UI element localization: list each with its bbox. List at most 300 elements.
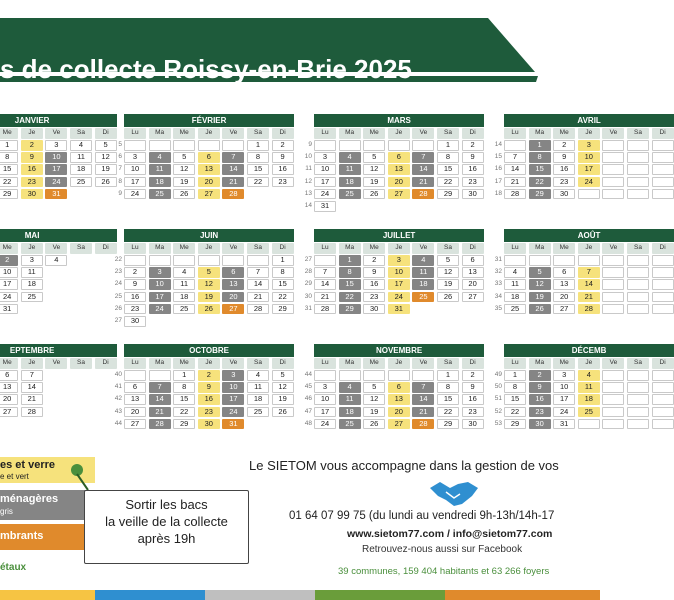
weekday-label: Ve <box>45 243 67 254</box>
week-number: 16 <box>494 165 502 173</box>
day-cell <box>602 419 624 430</box>
day-cell <box>602 267 624 278</box>
day-cell: 25 <box>149 189 171 200</box>
day-cell: 31 <box>553 419 575 430</box>
day-cell: 16 <box>272 164 294 175</box>
day-cell: 22 <box>173 407 195 418</box>
day-cell: 10 <box>149 279 171 290</box>
day-cell: 27 <box>553 304 575 315</box>
weekday-label: Sa <box>70 358 92 369</box>
day-cell: 4 <box>339 152 361 163</box>
day-cell: 1 <box>437 370 459 381</box>
weekday-label: Lu <box>504 358 526 369</box>
day-cell: 1 <box>529 140 551 151</box>
week-number: 7 <box>118 165 122 173</box>
day-cell <box>652 267 674 278</box>
day-cell: 30 <box>363 304 385 315</box>
weekday-label: Ma <box>149 128 171 139</box>
weekday-label: Me <box>363 243 385 254</box>
day-cell: 10 <box>124 164 146 175</box>
day-cell: 25 <box>247 407 269 418</box>
day-cell: 8 <box>173 382 195 393</box>
phone-number: 01 64 07 99 75 (du lundi au vendredi 9h-13h/14h-17 <box>289 510 555 522</box>
day-cell <box>388 140 410 151</box>
day-cell: 22 <box>247 177 269 188</box>
week-number: 53 <box>494 419 502 427</box>
day-cell: 27 <box>124 419 146 430</box>
day-cell: 27 <box>198 189 220 200</box>
day-cell: 11 <box>173 279 195 290</box>
day-cell <box>652 255 674 266</box>
month-name: MARS <box>314 114 484 127</box>
day-cell: 30 <box>198 419 220 430</box>
day-cell: 20 <box>388 177 410 188</box>
day-cell: 27 <box>222 304 244 315</box>
week-number: 8 <box>118 177 122 185</box>
day-cell: 7 <box>247 267 269 278</box>
month-name: EPTEMBRE <box>0 344 117 357</box>
week-number: 52 <box>494 407 502 415</box>
week-number: 18 <box>494 189 502 197</box>
weekday-label: Lu <box>504 243 526 254</box>
bins-notice-line1: Sortir les bacs <box>125 497 208 512</box>
day-cell: 19 <box>437 279 459 290</box>
day-cell: 3 <box>314 382 336 393</box>
day-cell <box>578 255 600 266</box>
week-number: 32 <box>494 268 502 276</box>
day-cell: 20 <box>124 407 146 418</box>
day-cell: 8 <box>247 152 269 163</box>
day-cell: 28 <box>314 304 336 315</box>
day-cell: 11 <box>339 394 361 405</box>
day-cell: 19 <box>529 292 551 303</box>
day-cell: 3 <box>149 267 171 278</box>
weekday-label: Di <box>652 243 674 254</box>
day-cell: 11 <box>149 164 171 175</box>
day-cell <box>627 164 649 175</box>
weekday-label: Di <box>652 358 674 369</box>
day-cell: 18 <box>339 407 361 418</box>
day-cell: 14 <box>149 394 171 405</box>
day-cell: 19 <box>95 164 117 175</box>
day-cell: 24 <box>388 292 410 303</box>
day-cell: 4 <box>412 255 434 266</box>
day-cell <box>627 394 649 405</box>
week-number: 43 <box>114 407 122 415</box>
month-name: MAI <box>0 229 117 242</box>
day-cell: 8 <box>339 267 361 278</box>
day-cell: 2 <box>553 140 575 151</box>
day-cell: 15 <box>0 164 18 175</box>
day-cell: 1 <box>437 140 459 151</box>
day-cell: 21 <box>578 292 600 303</box>
week-number: 31 <box>304 304 312 312</box>
day-cell: 14 <box>504 164 526 175</box>
day-cell <box>652 394 674 405</box>
day-cell: 18 <box>70 164 92 175</box>
day-cell <box>173 140 195 151</box>
day-cell <box>339 370 361 381</box>
day-cell: 4 <box>504 267 526 278</box>
day-cell: 3 <box>124 152 146 163</box>
day-cell <box>652 419 674 430</box>
week-number: 44 <box>304 371 312 378</box>
month-name: JUILLET <box>314 229 484 242</box>
day-cell: 18 <box>21 279 43 290</box>
day-cell: 23 <box>198 407 220 418</box>
day-cell: 21 <box>222 177 244 188</box>
day-cell: 11 <box>70 152 92 163</box>
day-cell: 21 <box>314 292 336 303</box>
day-cell: 29 <box>504 419 526 430</box>
day-cell <box>149 140 171 151</box>
day-cell: 3 <box>222 370 244 381</box>
day-cell: 29 <box>0 189 18 200</box>
day-cell: 15 <box>272 279 294 290</box>
day-cell: 26 <box>95 177 117 188</box>
day-cell: 26 <box>198 304 220 315</box>
month-name: JANVIER <box>0 114 117 127</box>
day-cell: 27 <box>462 292 484 303</box>
day-cell <box>602 164 624 175</box>
week-number: 27 <box>304 256 312 263</box>
day-cell: 26 <box>363 189 385 200</box>
weekday-label: Je <box>388 358 410 369</box>
week-number: 50 <box>494 383 502 391</box>
weekday-label: Ve <box>45 128 67 139</box>
day-cell: 8 <box>529 152 551 163</box>
day-cell <box>578 419 600 430</box>
day-cell: 15 <box>173 394 195 405</box>
day-cell: 10 <box>222 382 244 393</box>
day-cell: 6 <box>0 370 18 381</box>
day-cell: 25 <box>339 189 361 200</box>
weekday-label: Me <box>173 243 195 254</box>
month-name: DÉCEMB <box>504 344 674 357</box>
day-cell <box>652 279 674 290</box>
weekday-label: Ve <box>45 358 67 369</box>
day-cell: 9 <box>21 152 43 163</box>
weekday-label: Je <box>21 358 43 369</box>
day-cell <box>652 140 674 151</box>
day-cell: 15 <box>339 279 361 290</box>
day-cell: 13 <box>0 382 18 393</box>
day-cell: 17 <box>314 407 336 418</box>
day-cell: 29 <box>173 419 195 430</box>
weekday-label: Lu <box>504 128 526 139</box>
day-cell: 12 <box>363 164 385 175</box>
day-cell <box>602 140 624 151</box>
day-cell: 20 <box>198 177 220 188</box>
day-cell: 9 <box>198 382 220 393</box>
day-cell: 20 <box>462 279 484 290</box>
week-number: 17 <box>494 177 502 185</box>
day-cell: 6 <box>388 382 410 393</box>
day-cell <box>529 255 551 266</box>
weekday-label: Je <box>388 243 410 254</box>
day-cell: 2 <box>0 255 18 266</box>
week-number: 45 <box>304 383 312 391</box>
weekday-label: Ve <box>412 358 434 369</box>
day-cell: 5 <box>198 267 220 278</box>
weekday-label: Di <box>462 358 484 369</box>
day-cell: 26 <box>529 304 551 315</box>
strip-segment <box>205 590 315 600</box>
legend-gray-label: ménagères <box>0 493 59 505</box>
day-cell: 5 <box>272 370 294 381</box>
day-cell: 1 <box>247 140 269 151</box>
weekday-label: Ve <box>602 128 624 139</box>
day-cell: 10 <box>578 152 600 163</box>
day-cell: 23 <box>363 292 385 303</box>
day-cell: 21 <box>247 292 269 303</box>
weekday-label: Sa <box>627 358 649 369</box>
weekday-label: Je <box>578 243 600 254</box>
weekday-label: Sa <box>247 358 269 369</box>
day-cell <box>504 255 526 266</box>
month-name: AVRIL <box>504 114 674 127</box>
day-cell: 4 <box>339 382 361 393</box>
day-cell: 3 <box>578 140 600 151</box>
weekday-label: Me <box>173 358 195 369</box>
day-cell: 6 <box>553 267 575 278</box>
day-cell: 7 <box>21 370 43 381</box>
day-cell: 9 <box>363 267 385 278</box>
day-cell <box>652 292 674 303</box>
day-cell <box>602 177 624 188</box>
day-cell: 22 <box>437 177 459 188</box>
day-cell: 28 <box>412 419 434 430</box>
day-cell: 4 <box>70 140 92 151</box>
weekday-label: Di <box>462 243 484 254</box>
day-cell: 24 <box>149 304 171 315</box>
day-cell: 19 <box>198 292 220 303</box>
legend-orange <box>0 524 95 550</box>
day-cell: 16 <box>553 164 575 175</box>
day-cell <box>652 382 674 393</box>
weekday-label: Ma <box>529 128 551 139</box>
week-number: 13 <box>304 189 312 197</box>
day-cell: 27 <box>388 189 410 200</box>
day-cell: 27 <box>0 407 18 418</box>
day-cell <box>553 255 575 266</box>
weekday-label: Sa <box>627 243 649 254</box>
day-cell <box>149 370 171 381</box>
day-cell <box>627 370 649 381</box>
day-cell: 17 <box>149 292 171 303</box>
day-cell <box>247 255 269 266</box>
weekday-label: Ve <box>412 243 434 254</box>
day-cell: 2 <box>462 140 484 151</box>
day-cell <box>198 255 220 266</box>
day-cell: 8 <box>0 152 18 163</box>
day-cell: 5 <box>95 140 117 151</box>
day-cell: 23 <box>462 177 484 188</box>
month-name: AOÛT <box>504 229 674 242</box>
day-cell: 31 <box>45 189 67 200</box>
day-cell: 17 <box>578 164 600 175</box>
day-cell: 5 <box>363 152 385 163</box>
day-cell <box>627 267 649 278</box>
week-number: 6 <box>118 153 122 161</box>
day-cell: 6 <box>222 267 244 278</box>
day-cell <box>149 255 171 266</box>
day-cell: 14 <box>222 164 244 175</box>
day-cell <box>602 152 624 163</box>
day-cell: 24 <box>0 292 18 303</box>
weekday-label: Sa <box>247 243 269 254</box>
pushpin-icon <box>68 462 90 492</box>
day-cell: 28 <box>578 304 600 315</box>
week-number: 9 <box>118 189 122 197</box>
weekday-label: Me <box>363 358 385 369</box>
weekday-label: Ma <box>529 358 551 369</box>
week-number: 24 <box>114 280 122 288</box>
weekday-label: Je <box>198 243 220 254</box>
day-cell: 19 <box>363 407 385 418</box>
day-cell: 29 <box>529 189 551 200</box>
day-cell: 6 <box>388 152 410 163</box>
day-cell: 19 <box>173 177 195 188</box>
day-cell <box>627 152 649 163</box>
day-cell: 30 <box>553 189 575 200</box>
weekday-label: Di <box>95 358 117 369</box>
week-number: 14 <box>304 202 312 209</box>
day-cell <box>602 394 624 405</box>
day-cell: 28 <box>222 189 244 200</box>
day-cell: 12 <box>529 279 551 290</box>
weekday-label: Sa <box>437 128 459 139</box>
day-cell: 9 <box>124 279 146 290</box>
day-cell: 7 <box>578 267 600 278</box>
day-cell <box>652 407 674 418</box>
day-cell: 8 <box>504 382 526 393</box>
day-cell: 11 <box>247 382 269 393</box>
week-number: 26 <box>114 304 122 312</box>
day-cell <box>627 279 649 290</box>
info-title: Le SIETOM vous accompagne dans la gestion de vos <box>249 458 559 473</box>
day-cell: 25 <box>504 304 526 315</box>
website-link[interactable]: www.sietom77.com / info@sietom77.com <box>347 528 553 540</box>
day-cell: 13 <box>388 394 410 405</box>
weekday-label: Lu <box>124 128 146 139</box>
day-cell: 3 <box>553 370 575 381</box>
day-cell <box>412 370 434 381</box>
weekday-label: Sa <box>70 243 92 254</box>
week-number: 12 <box>304 177 312 185</box>
facebook-text: Retrouvez-nous aussi sur Facebook <box>362 544 523 555</box>
day-cell <box>652 370 674 381</box>
day-cell: 14 <box>412 164 434 175</box>
day-cell: 23 <box>553 177 575 188</box>
day-cell: 12 <box>437 267 459 278</box>
day-cell: 27 <box>388 419 410 430</box>
day-cell: 10 <box>553 382 575 393</box>
day-cell: 14 <box>578 279 600 290</box>
day-cell: 28 <box>149 419 171 430</box>
day-cell: 9 <box>272 152 294 163</box>
day-cell: 25 <box>412 292 434 303</box>
day-cell: 22 <box>504 407 526 418</box>
week-number: 10 <box>304 153 312 161</box>
day-cell: 17 <box>45 164 67 175</box>
day-cell: 17 <box>0 279 18 290</box>
day-cell: 5 <box>529 267 551 278</box>
week-number: 27 <box>114 317 122 324</box>
day-cell: 18 <box>578 394 600 405</box>
weekday-label: Di <box>272 128 294 139</box>
day-cell <box>652 189 674 200</box>
month-name: FÉVRIER <box>124 114 294 127</box>
day-cell: 1 <box>339 255 361 266</box>
week-number: 29 <box>304 280 312 288</box>
day-cell <box>652 164 674 175</box>
day-cell: 17 <box>314 177 336 188</box>
day-cell: 9 <box>553 152 575 163</box>
weekday-label: Me <box>0 358 18 369</box>
day-cell: 2 <box>198 370 220 381</box>
strip-segment <box>315 590 445 600</box>
weekday-label: Ma <box>339 358 361 369</box>
day-cell <box>222 255 244 266</box>
day-cell <box>602 407 624 418</box>
day-cell: 25 <box>339 419 361 430</box>
weekday-label: Lu <box>314 128 336 139</box>
day-cell: 10 <box>314 394 336 405</box>
weekday-label: Sa <box>70 128 92 139</box>
weekday-label: Ve <box>222 358 244 369</box>
day-cell: 9 <box>462 382 484 393</box>
day-cell: 18 <box>339 177 361 188</box>
day-cell: 7 <box>149 382 171 393</box>
day-cell <box>602 370 624 381</box>
strip-segment <box>0 590 95 600</box>
day-cell: 6 <box>462 255 484 266</box>
day-cell: 25 <box>578 407 600 418</box>
day-cell <box>314 370 336 381</box>
weekday-label: Je <box>578 128 600 139</box>
day-cell: 17 <box>553 394 575 405</box>
day-cell: 28 <box>504 189 526 200</box>
day-cell: 25 <box>21 292 43 303</box>
week-number: 14 <box>494 141 502 148</box>
day-cell: 25 <box>173 304 195 315</box>
weekday-label: Di <box>95 243 117 254</box>
legend-yellow-label: es et verre <box>0 459 56 471</box>
weekday-label: Sa <box>437 358 459 369</box>
day-cell: 9 <box>462 152 484 163</box>
day-cell: 1 <box>0 140 18 151</box>
weekday-label: Lu <box>124 358 146 369</box>
day-cell: 21 <box>412 177 434 188</box>
weekday-label: Ve <box>222 243 244 254</box>
day-cell: 18 <box>504 292 526 303</box>
day-cell: 24 <box>314 419 336 430</box>
weekday-label: Ma <box>529 243 551 254</box>
day-cell: 15 <box>437 164 459 175</box>
day-cell <box>602 189 624 200</box>
day-cell: 30 <box>462 189 484 200</box>
day-cell: 16 <box>198 394 220 405</box>
day-cell: 21 <box>149 407 171 418</box>
day-cell: 20 <box>553 292 575 303</box>
day-cell <box>652 152 674 163</box>
day-cell: 1 <box>173 370 195 381</box>
day-cell: 23 <box>21 177 43 188</box>
day-cell: 22 <box>437 407 459 418</box>
day-cell: 15 <box>247 164 269 175</box>
weekday-label: Me <box>553 243 575 254</box>
